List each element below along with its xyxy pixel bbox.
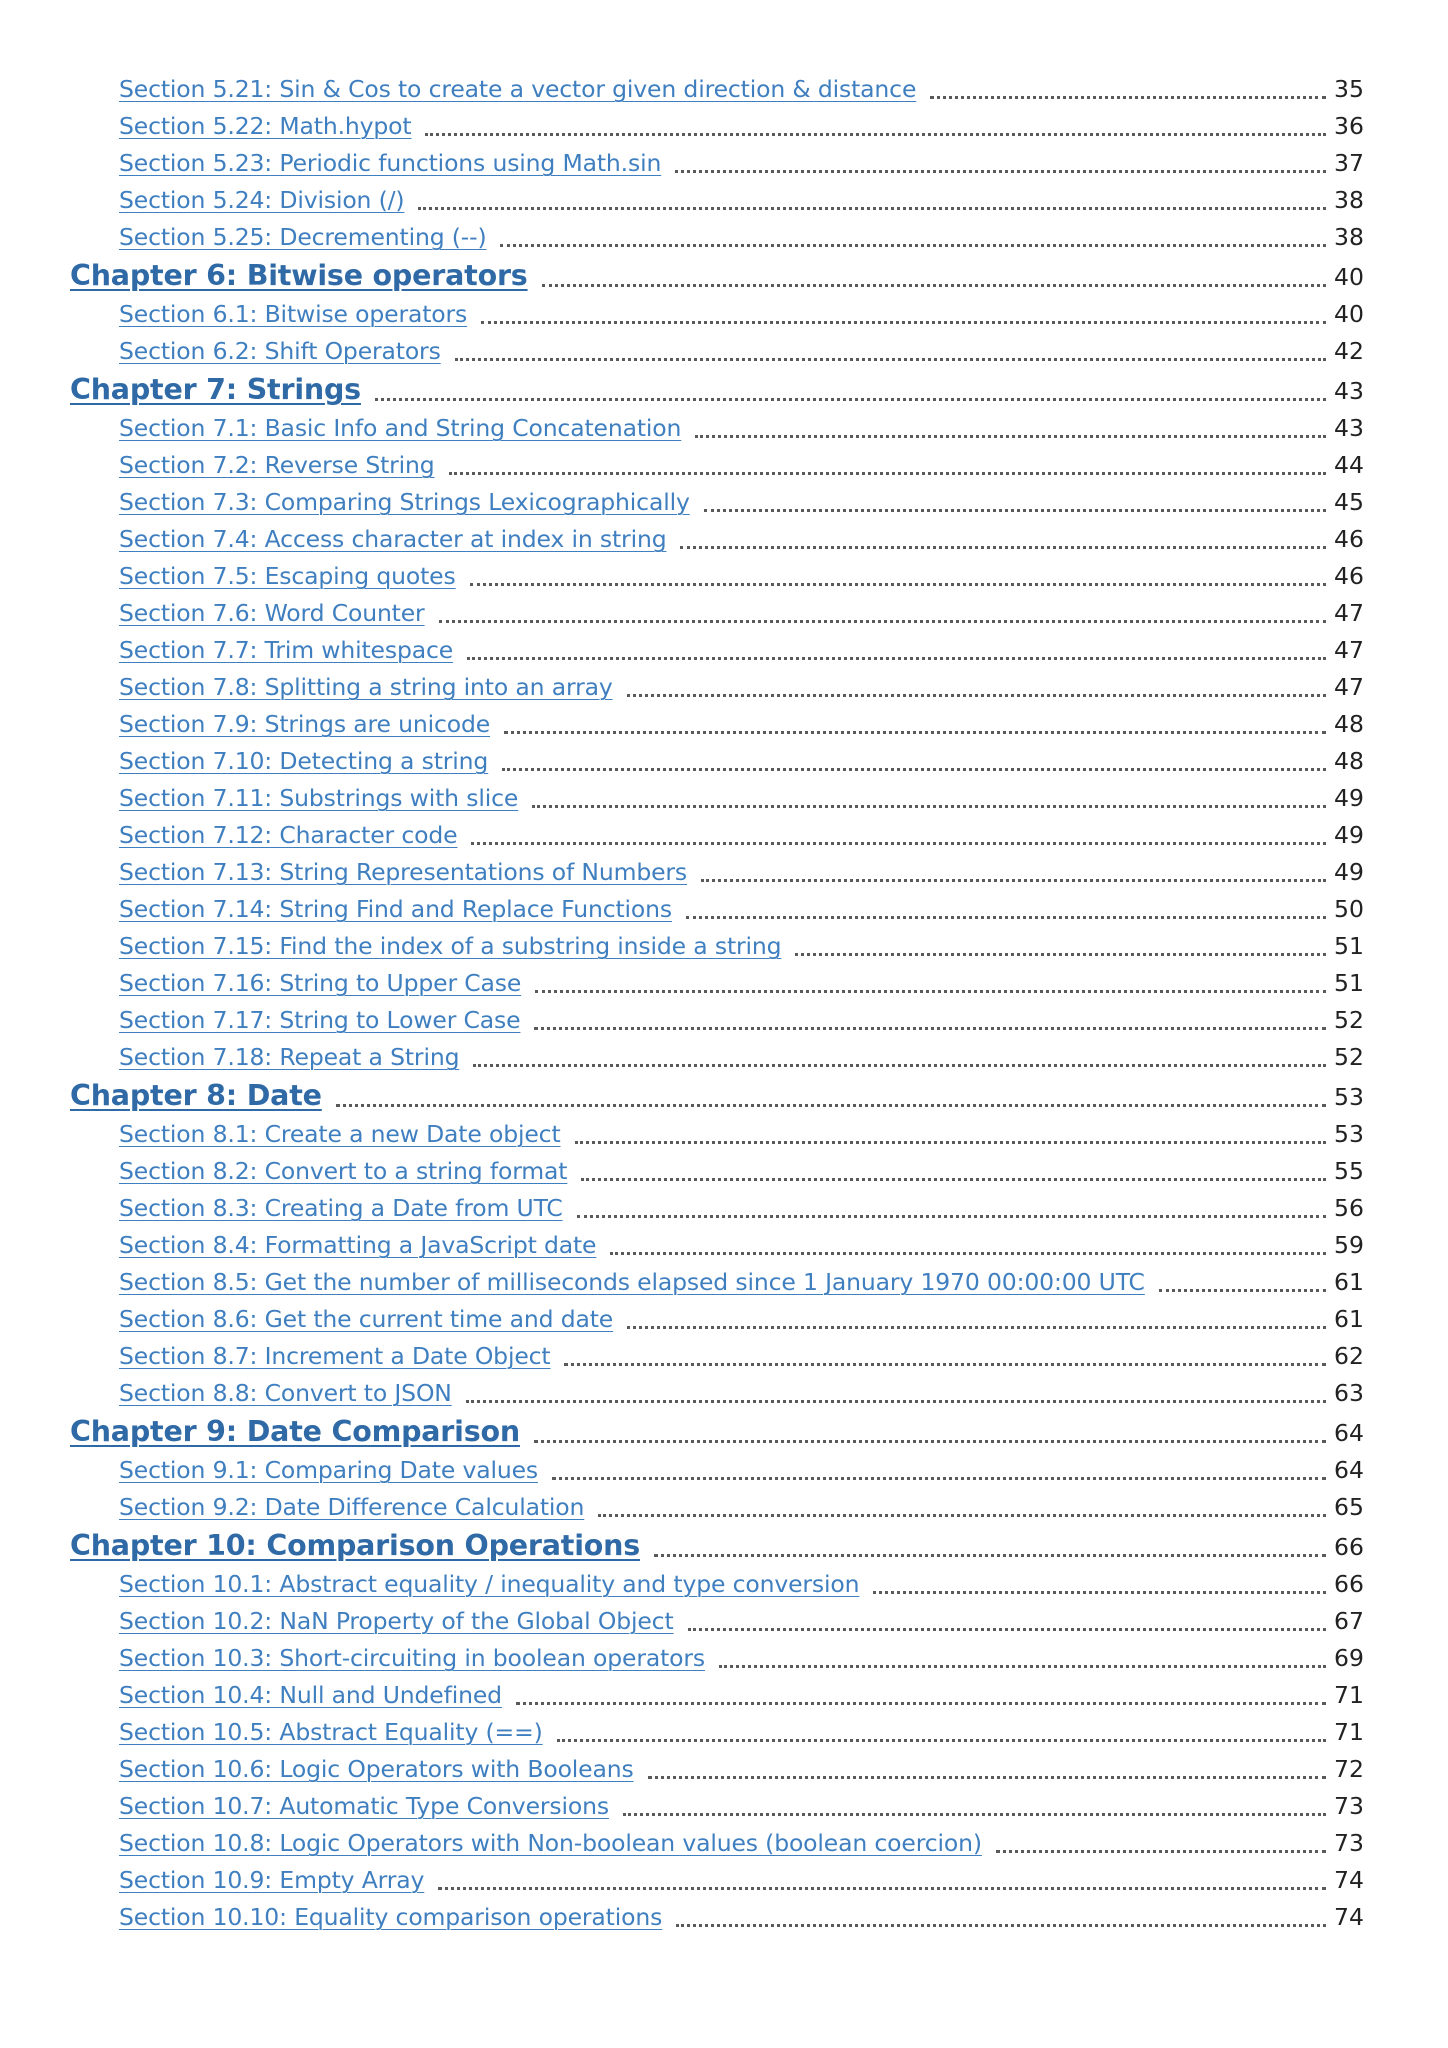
toc-section-entry[interactable]	[70, 1714, 1362, 1751]
page-number: 43	[1334, 377, 1364, 405]
toc-section-entry[interactable]	[70, 182, 1362, 219]
toc-section-entry[interactable]	[70, 296, 1362, 333]
section-title-link[interactable]: Section 10.3: Short-circuiting in boolean operators	[119, 1644, 705, 1672]
toc-section-entry[interactable]	[70, 965, 1362, 1002]
page-number: 61	[1334, 1268, 1364, 1296]
dot-leader	[575, 1141, 1326, 1144]
toc-section-entry[interactable]	[70, 484, 1362, 521]
section-title-link[interactable]: Section 8.6: Get the current time and date	[119, 1305, 614, 1333]
toc-section-entry[interactable]	[70, 817, 1362, 854]
toc-section-entry[interactable]	[70, 219, 1362, 256]
chapter-title-link[interactable]: Chapter 6: Bitwise operators	[70, 259, 528, 292]
dot-leader	[466, 1400, 1326, 1403]
section-title-link[interactable]: Section 10.8: Logic Operators with Non-boolean values (boolean coercion)	[119, 1829, 982, 1857]
toc-chapter-entry[interactable]	[70, 370, 1362, 410]
dot-leader	[516, 1702, 1326, 1705]
toc-chapter-entry[interactable]	[70, 1076, 1362, 1116]
toc-section-entry[interactable]	[70, 1603, 1362, 1640]
page-number: 37	[1334, 149, 1364, 177]
toc-section-entry[interactable]	[70, 521, 1362, 558]
toc-chapter-entry[interactable]	[70, 256, 1362, 296]
dot-leader	[930, 96, 1326, 99]
dot-leader	[504, 731, 1326, 734]
page-number: 56	[1334, 1194, 1364, 1222]
section-title-link[interactable]: Section 7.4: Access character at index in string	[119, 525, 667, 553]
page-number: 74	[1334, 1903, 1364, 1931]
toc-section-entry[interactable]	[70, 447, 1362, 484]
toc-section-entry[interactable]	[70, 1899, 1362, 1936]
section-title-link[interactable]: Section 7.17: String to Lower Case	[119, 1006, 521, 1034]
dot-leader	[481, 321, 1326, 324]
dot-leader	[418, 207, 1326, 210]
table-of-contents	[70, 71, 1362, 1936]
section-title-link[interactable]: Section 7.14: String Find and Replace Functions	[119, 895, 672, 923]
page-number: 51	[1334, 969, 1364, 997]
toc-section-entry[interactable]	[70, 1452, 1362, 1489]
toc-section-entry[interactable]	[70, 595, 1362, 632]
section-title-link[interactable]: Section 8.4: Formatting a JavaScript date	[119, 1231, 597, 1259]
page-number: 43	[1334, 414, 1364, 442]
page-number: 53	[1334, 1083, 1364, 1111]
toc-section-entry[interactable]	[70, 632, 1362, 669]
dot-leader	[467, 657, 1326, 660]
section-title-link[interactable]: Section 7.6: Word Counter	[119, 599, 425, 627]
page-number: 73	[1334, 1829, 1364, 1857]
dot-leader	[438, 1887, 1326, 1890]
section-title-link[interactable]: Section 8.8: Convert to JSON	[119, 1379, 452, 1407]
toc-section-entry[interactable]	[70, 410, 1362, 447]
dot-leader	[535, 990, 1326, 993]
page-number: 50	[1334, 895, 1364, 923]
page-number: 73	[1334, 1792, 1364, 1820]
toc-section-entry[interactable]	[70, 1489, 1362, 1526]
toc-section-entry[interactable]	[70, 1566, 1362, 1603]
dot-leader	[1159, 1289, 1326, 1292]
section-title-link[interactable]: Section 8.3: Creating a Date from UTC	[119, 1194, 563, 1222]
toc-section-entry[interactable]	[70, 1788, 1362, 1825]
section-title-link[interactable]: Section 7.15: Find the index of a substring inside a string	[119, 932, 782, 960]
page-number: 51	[1334, 932, 1364, 960]
page-number: 47	[1334, 636, 1364, 664]
dot-leader	[552, 1477, 1326, 1480]
page-number: 59	[1334, 1231, 1364, 1259]
section-title-link[interactable]: Section 7.16: String to Upper Case	[119, 969, 522, 997]
dot-leader	[675, 170, 1326, 173]
dot-leader	[439, 620, 1326, 623]
section-title-link[interactable]: Section 7.1: Basic Info and String Concatenation	[119, 414, 682, 442]
section-title-link[interactable]: Section 10.5: Abstract Equality (==)	[119, 1718, 543, 1746]
page-number: 45	[1334, 488, 1364, 516]
dot-leader	[542, 284, 1326, 287]
section-title-link[interactable]: Section 10.6: Logic Operators with Booleans	[119, 1755, 634, 1783]
dot-leader	[701, 879, 1326, 882]
section-title-link[interactable]: Section 10.7: Automatic Type Conversions	[119, 1792, 609, 1820]
chapter-title-link[interactable]: Chapter 7: Strings	[70, 373, 361, 406]
chapter-title-link[interactable]: Chapter 9: Date Comparison	[70, 1415, 520, 1448]
page-number: 38	[1334, 186, 1364, 214]
dot-leader	[680, 546, 1326, 549]
toc-section-entry[interactable]	[70, 1190, 1362, 1227]
page-number: 46	[1334, 525, 1364, 553]
page-number: 69	[1334, 1644, 1364, 1672]
toc-section-entry[interactable]	[70, 854, 1362, 891]
section-title-link[interactable]: Section 7.3: Comparing Strings Lexicographically	[119, 488, 690, 516]
page-number: 47	[1334, 599, 1364, 627]
dot-leader	[455, 358, 1326, 361]
page-number: 64	[1334, 1419, 1364, 1447]
toc-section-entry[interactable]	[70, 1116, 1362, 1153]
page-number: 48	[1334, 710, 1364, 738]
page-number: 40	[1334, 300, 1364, 328]
dot-leader	[470, 583, 1326, 586]
chapter-title-link[interactable]: Chapter 10: Comparison Operations	[70, 1529, 641, 1562]
dot-leader	[564, 1363, 1326, 1366]
section-title-link[interactable]: Section 6.1: Bitwise operators	[119, 300, 468, 328]
section-title-link[interactable]: Section 5.24: Division (/)	[119, 186, 405, 214]
dot-leader	[449, 472, 1326, 475]
section-title-link[interactable]: Section 8.2: Convert to a string format	[119, 1157, 568, 1185]
section-title-link[interactable]: Section 6.2: Shift Operators	[119, 337, 441, 365]
page-number: 49	[1334, 821, 1364, 849]
section-title-link[interactable]: Section 8.1: Create a new Date object	[119, 1120, 561, 1148]
section-title-link[interactable]: Section 7.11: Substrings with slice	[119, 784, 519, 812]
toc-section-entry[interactable]	[70, 669, 1362, 706]
toc-section-entry[interactable]	[70, 1153, 1362, 1190]
dot-leader	[532, 805, 1326, 808]
dot-leader	[623, 1813, 1326, 1816]
page-number: 40	[1334, 263, 1364, 291]
chapter-title-link[interactable]: Chapter 8: Date	[70, 1079, 322, 1112]
page-number: 71	[1334, 1718, 1364, 1746]
dot-leader	[425, 133, 1326, 136]
page-number: 74	[1334, 1866, 1364, 1894]
page-number: 46	[1334, 562, 1364, 590]
dot-leader	[648, 1776, 1326, 1779]
toc-section-entry[interactable]	[70, 1264, 1362, 1301]
page-number: 36	[1334, 112, 1364, 140]
dot-leader	[471, 842, 1326, 845]
toc-section-entry[interactable]	[70, 558, 1362, 595]
section-title-link[interactable]: Section 10.4: Null and Undefined	[119, 1681, 502, 1709]
section-title-link[interactable]: Section 7.10: Detecting a string	[119, 747, 489, 775]
page-number: 52	[1334, 1006, 1364, 1034]
toc-section-entry[interactable]	[70, 108, 1362, 145]
section-title-link[interactable]: Section 9.2: Date Difference Calculation	[119, 1493, 585, 1521]
page-number: 61	[1334, 1305, 1364, 1333]
dot-leader	[375, 398, 1326, 401]
page-number: 52	[1334, 1043, 1364, 1071]
toc-section-entry[interactable]	[70, 1002, 1362, 1039]
dot-leader	[873, 1591, 1326, 1594]
section-title-link[interactable]: Section 10.10: Equality comparison operations	[119, 1903, 663, 1931]
toc-section-entry[interactable]	[70, 1677, 1362, 1714]
dot-leader	[688, 1628, 1326, 1631]
dot-leader	[598, 1514, 1326, 1517]
page-number: 49	[1334, 784, 1364, 812]
page-number: 63	[1334, 1379, 1364, 1407]
dot-leader	[719, 1665, 1326, 1668]
toc-section-entry[interactable]	[70, 1375, 1362, 1412]
page-number: 72	[1334, 1755, 1364, 1783]
toc-section-entry[interactable]	[70, 1338, 1362, 1375]
section-title-link[interactable]: Section 7.7: Trim whitespace	[119, 636, 454, 664]
dot-leader	[695, 435, 1326, 438]
dot-leader	[676, 1924, 1326, 1927]
page-number: 44	[1334, 451, 1364, 479]
toc-section-entry[interactable]	[70, 743, 1362, 780]
dot-leader	[502, 768, 1326, 771]
page-number: 53	[1334, 1120, 1364, 1148]
page-number: 47	[1334, 673, 1364, 701]
section-title-link[interactable]: Section 7.2: Reverse String	[119, 451, 435, 479]
section-title-link[interactable]: Section 7.12: Character code	[119, 821, 458, 849]
dot-leader	[610, 1252, 1326, 1255]
page-number: 35	[1334, 75, 1364, 103]
dot-leader	[534, 1440, 1326, 1443]
dot-leader	[704, 509, 1326, 512]
section-title-link[interactable]: Section 10.1: Abstract equality / inequality and type conversion	[119, 1570, 860, 1598]
dot-leader	[795, 953, 1326, 956]
page-number: 67	[1334, 1607, 1364, 1635]
dot-leader	[654, 1554, 1326, 1557]
dot-leader	[534, 1027, 1326, 1030]
toc-section-entry[interactable]	[70, 1039, 1362, 1076]
toc-chapter-entry[interactable]	[70, 1412, 1362, 1452]
page-number: 71	[1334, 1681, 1364, 1709]
dot-leader	[577, 1215, 1326, 1218]
dot-leader	[581, 1178, 1326, 1181]
toc-section-entry[interactable]	[70, 780, 1362, 817]
dot-leader	[336, 1104, 1326, 1107]
page-number: 65	[1334, 1493, 1364, 1521]
toc-section-entry[interactable]	[70, 1862, 1362, 1899]
toc-section-entry[interactable]	[70, 1301, 1362, 1338]
dot-leader	[627, 694, 1326, 697]
page-number: 62	[1334, 1342, 1364, 1370]
page-number: 55	[1334, 1157, 1364, 1185]
page-number: 49	[1334, 858, 1364, 886]
section-title-link[interactable]: Section 7.5: Escaping quotes	[119, 562, 456, 590]
page-number: 66	[1334, 1533, 1364, 1561]
section-title-link[interactable]: Section 8.7: Increment a Date Object	[119, 1342, 551, 1370]
section-title-link[interactable]: Section 7.13: String Representations of Numbers	[119, 858, 688, 886]
dot-leader	[500, 244, 1326, 247]
dot-leader	[686, 916, 1326, 919]
toc-section-entry[interactable]	[70, 1227, 1362, 1264]
section-title-link[interactable]: Section 9.1: Comparing Date values	[119, 1456, 538, 1484]
section-title-link[interactable]: Section 7.8: Splitting a string into an array	[119, 673, 613, 701]
toc-section-entry[interactable]	[70, 145, 1362, 182]
section-title-link[interactable]: Section 5.21: Sin & Cos to create a vector given direction & distance	[119, 75, 917, 103]
toc-section-entry[interactable]	[70, 928, 1362, 965]
toc-section-entry[interactable]	[70, 1640, 1362, 1677]
section-title-link[interactable]: Section 5.23: Periodic functions using Math.sin	[119, 149, 662, 177]
page-number: 42	[1334, 337, 1364, 365]
section-title-link[interactable]: Section 5.25: Decrementing (--)	[119, 223, 487, 251]
toc-section-entry[interactable]	[70, 891, 1362, 928]
toc-section-entry[interactable]	[70, 333, 1362, 370]
section-title-link[interactable]: Section 10.9: Empty Array	[119, 1866, 425, 1894]
section-title-link[interactable]: Section 7.18: Repeat a String	[119, 1043, 460, 1071]
toc-section-entry[interactable]	[70, 71, 1362, 108]
toc-section-entry[interactable]	[70, 1751, 1362, 1788]
section-title-link[interactable]: Section 10.2: NaN Property of the Global Object	[119, 1607, 674, 1635]
section-title-link[interactable]: Section 5.22: Math.hypot	[119, 112, 412, 140]
page-number: 38	[1334, 223, 1364, 251]
toc-section-entry[interactable]	[70, 1825, 1362, 1862]
page-number: 64	[1334, 1456, 1364, 1484]
dot-leader	[996, 1850, 1326, 1853]
toc-section-entry[interactable]	[70, 706, 1362, 743]
section-title-link[interactable]: Section 7.9: Strings are unicode	[119, 710, 491, 738]
dot-leader	[627, 1326, 1326, 1329]
page-number: 48	[1334, 747, 1364, 775]
dot-leader	[557, 1739, 1326, 1742]
page-number: 66	[1334, 1570, 1364, 1598]
section-title-link[interactable]: Section 8.5: Get the number of milliseconds elapsed since 1 January 1970 00:00:00 UTC	[119, 1268, 1145, 1296]
toc-chapter-entry[interactable]	[70, 1526, 1362, 1566]
dot-leader	[473, 1064, 1326, 1067]
